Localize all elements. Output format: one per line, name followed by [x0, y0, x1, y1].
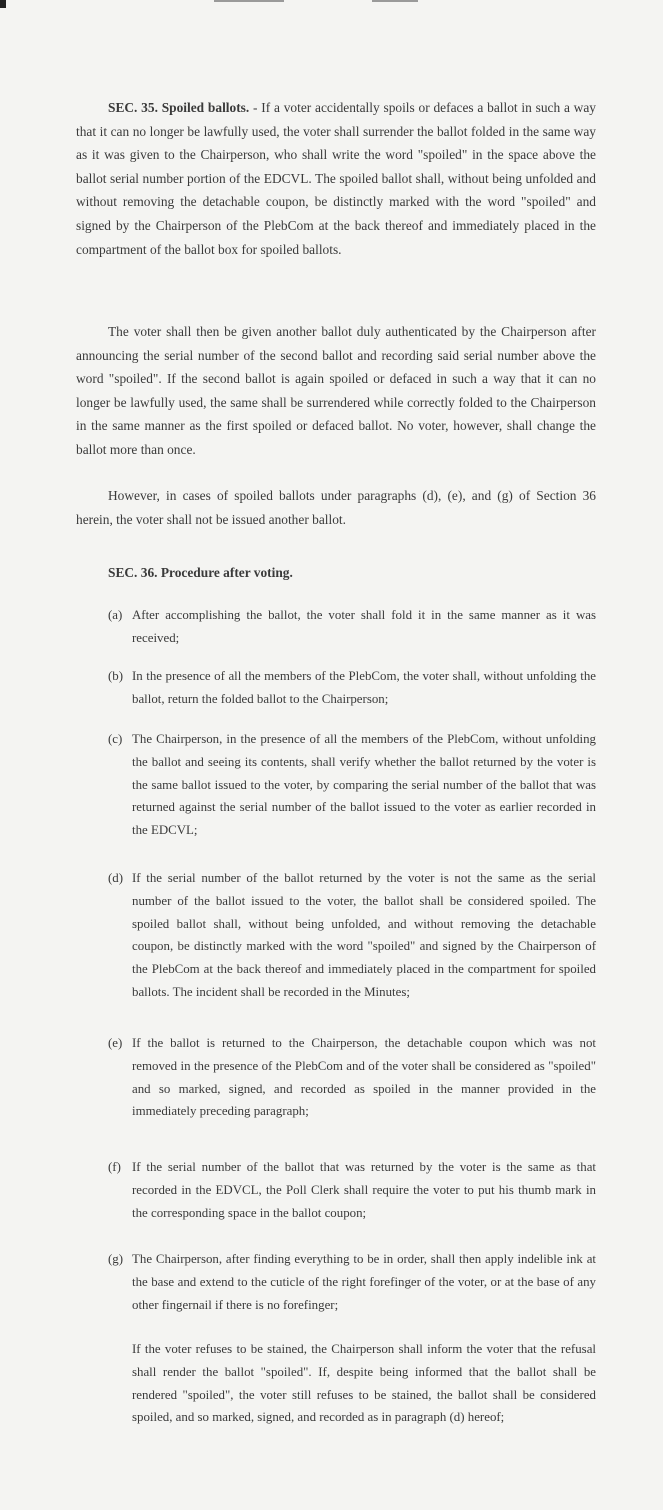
sec35-paragraph-3	[76, 484, 596, 531]
item-text: In the presence of all the members of the PlebCom, the voter shall, without unfolding the ballot, return the folded ballot to the Chairperson;	[132, 669, 596, 706]
item-label: (d)	[108, 871, 124, 885]
sec36-item-d	[108, 867, 596, 1004]
sec36-title-block	[76, 562, 596, 584]
item-text: The Chairperson, in the presence of all the members of the PlebCom, without unfolding the ballot and seeing its contents, shall verify whether the ballot returned by the voter is the same ballot issued to the voter, by comparing the serial number of the ballot that was returned against the serial number of the ballot issued to the voter as earlier recorded in the EDCVL;	[132, 732, 596, 838]
item-label: (e)	[108, 1036, 123, 1050]
sec35-p3-text: However, in cases of spoiled ballots under paragraphs (d), (e), and (g) of Section 36 herein, the voter shall not be issued another ballot.	[76, 488, 596, 527]
sec35-paragraph-2	[76, 320, 596, 462]
item-label: (b)	[108, 669, 124, 683]
item-label: (a)	[108, 608, 123, 622]
sec36-heading: SEC. 36. Procedure after voting.	[108, 565, 293, 580]
sec36-item-b	[108, 665, 596, 711]
item-label: (c)	[108, 732, 123, 746]
sec35-p2-text: The voter shall then be given another ballot duly authenticated by the Chairperson after announcing the serial number of the second ballot and recording said serial number above the word "spoiled". If the second ballot is again spoiled or defaced in such a way that it can no longer be lawfully used, the same shall be surrendered while correctly folded to the Chairperson in the same manner as the first spoiled or defaced ballot. No voter, however, shall change the ballot more than once.	[76, 324, 596, 457]
sec35-paragraph-1	[76, 96, 596, 261]
item-text: If the ballot is returned to the Chairperson, the detachable coupon which was not removed in the presence of the PlebCom and of the voter shall be considered as "spoiled" and so marked, signed, and recorded as spoiled in the manner provided in the immediately preceding paragraph;	[132, 1036, 596, 1119]
sec36-item-e	[108, 1032, 596, 1123]
sec36-item-g	[108, 1248, 596, 1316]
top-rule-left	[214, 0, 284, 2]
item-label: (f)	[108, 1160, 121, 1174]
sec36-item-f	[108, 1156, 596, 1224]
item-text: After accomplishing the ballot, the voter shall fold it in the same manner as it was received;	[132, 608, 596, 645]
sec36-item-a	[108, 604, 596, 650]
top-rule-right	[372, 0, 418, 2]
sec35-p1-text: - If a voter accidentally spoils or defaces a ballot in such a way that it can no longer be lawfully used, the voter shall surrender the ballot folded in the same way as it was given to the Chairperson, who shall write the word "spoiled" in the space above the ballot serial number portion of the EDCVL. The spoiled ballot shall, without being unfolded and without removing the detachable coupon, be distinctly marked with the word "spoiled" and signed by the Chairperson of the PlebCom at the back thereof and immediately placed in the compartment of the ballot box for spoiled ballots.	[76, 100, 596, 257]
item-g-followup-text: If the voter refuses to be stained, the Chairperson shall inform the voter that the refusal shall render the ballot "spoiled". If, despite being informed that the ballot shall be rendered "spoiled", the voter still refuses to be stained, the ballot shall be considered spoiled, and so marked, signed, and recorded as in paragraph (d) hereof;	[132, 1342, 596, 1425]
item-text: If the serial number of the ballot that was returned by the voter is the same as that recorded in the EDVCL, the Poll Clerk shall require the voter to put his thumb mark in the corresponding space in the ballot coupon;	[132, 1160, 596, 1220]
sec36-item-c	[108, 728, 596, 842]
item-text: If the serial number of the ballot returned by the voter is not the same as the serial number of the ballot issued to the voter, the ballot shall be considered spoiled. The spoiled ballot shall, without being unfolded, and without removing the detachable coupon, be distinctly marked with the word "spoiled" and signed by the Chairperson of the PlebCom at the back thereof and immediately placed in the compartment for spoiled ballots. The incident shall be recorded in the Minutes;	[132, 871, 596, 999]
item-text: The Chairperson, after finding everything to be in order, shall then apply indelible ink at the base and extend to the cuticle of the right forefinger of the voter, or at the base of any other fingernail if there is no forefinger;	[132, 1252, 596, 1312]
sec35-heading: SEC. 35. Spoiled ballots.	[108, 100, 250, 115]
item-label: (g)	[108, 1252, 124, 1266]
sec36-item-g-followup	[108, 1338, 596, 1429]
scan-corner-mark	[0, 0, 6, 8]
